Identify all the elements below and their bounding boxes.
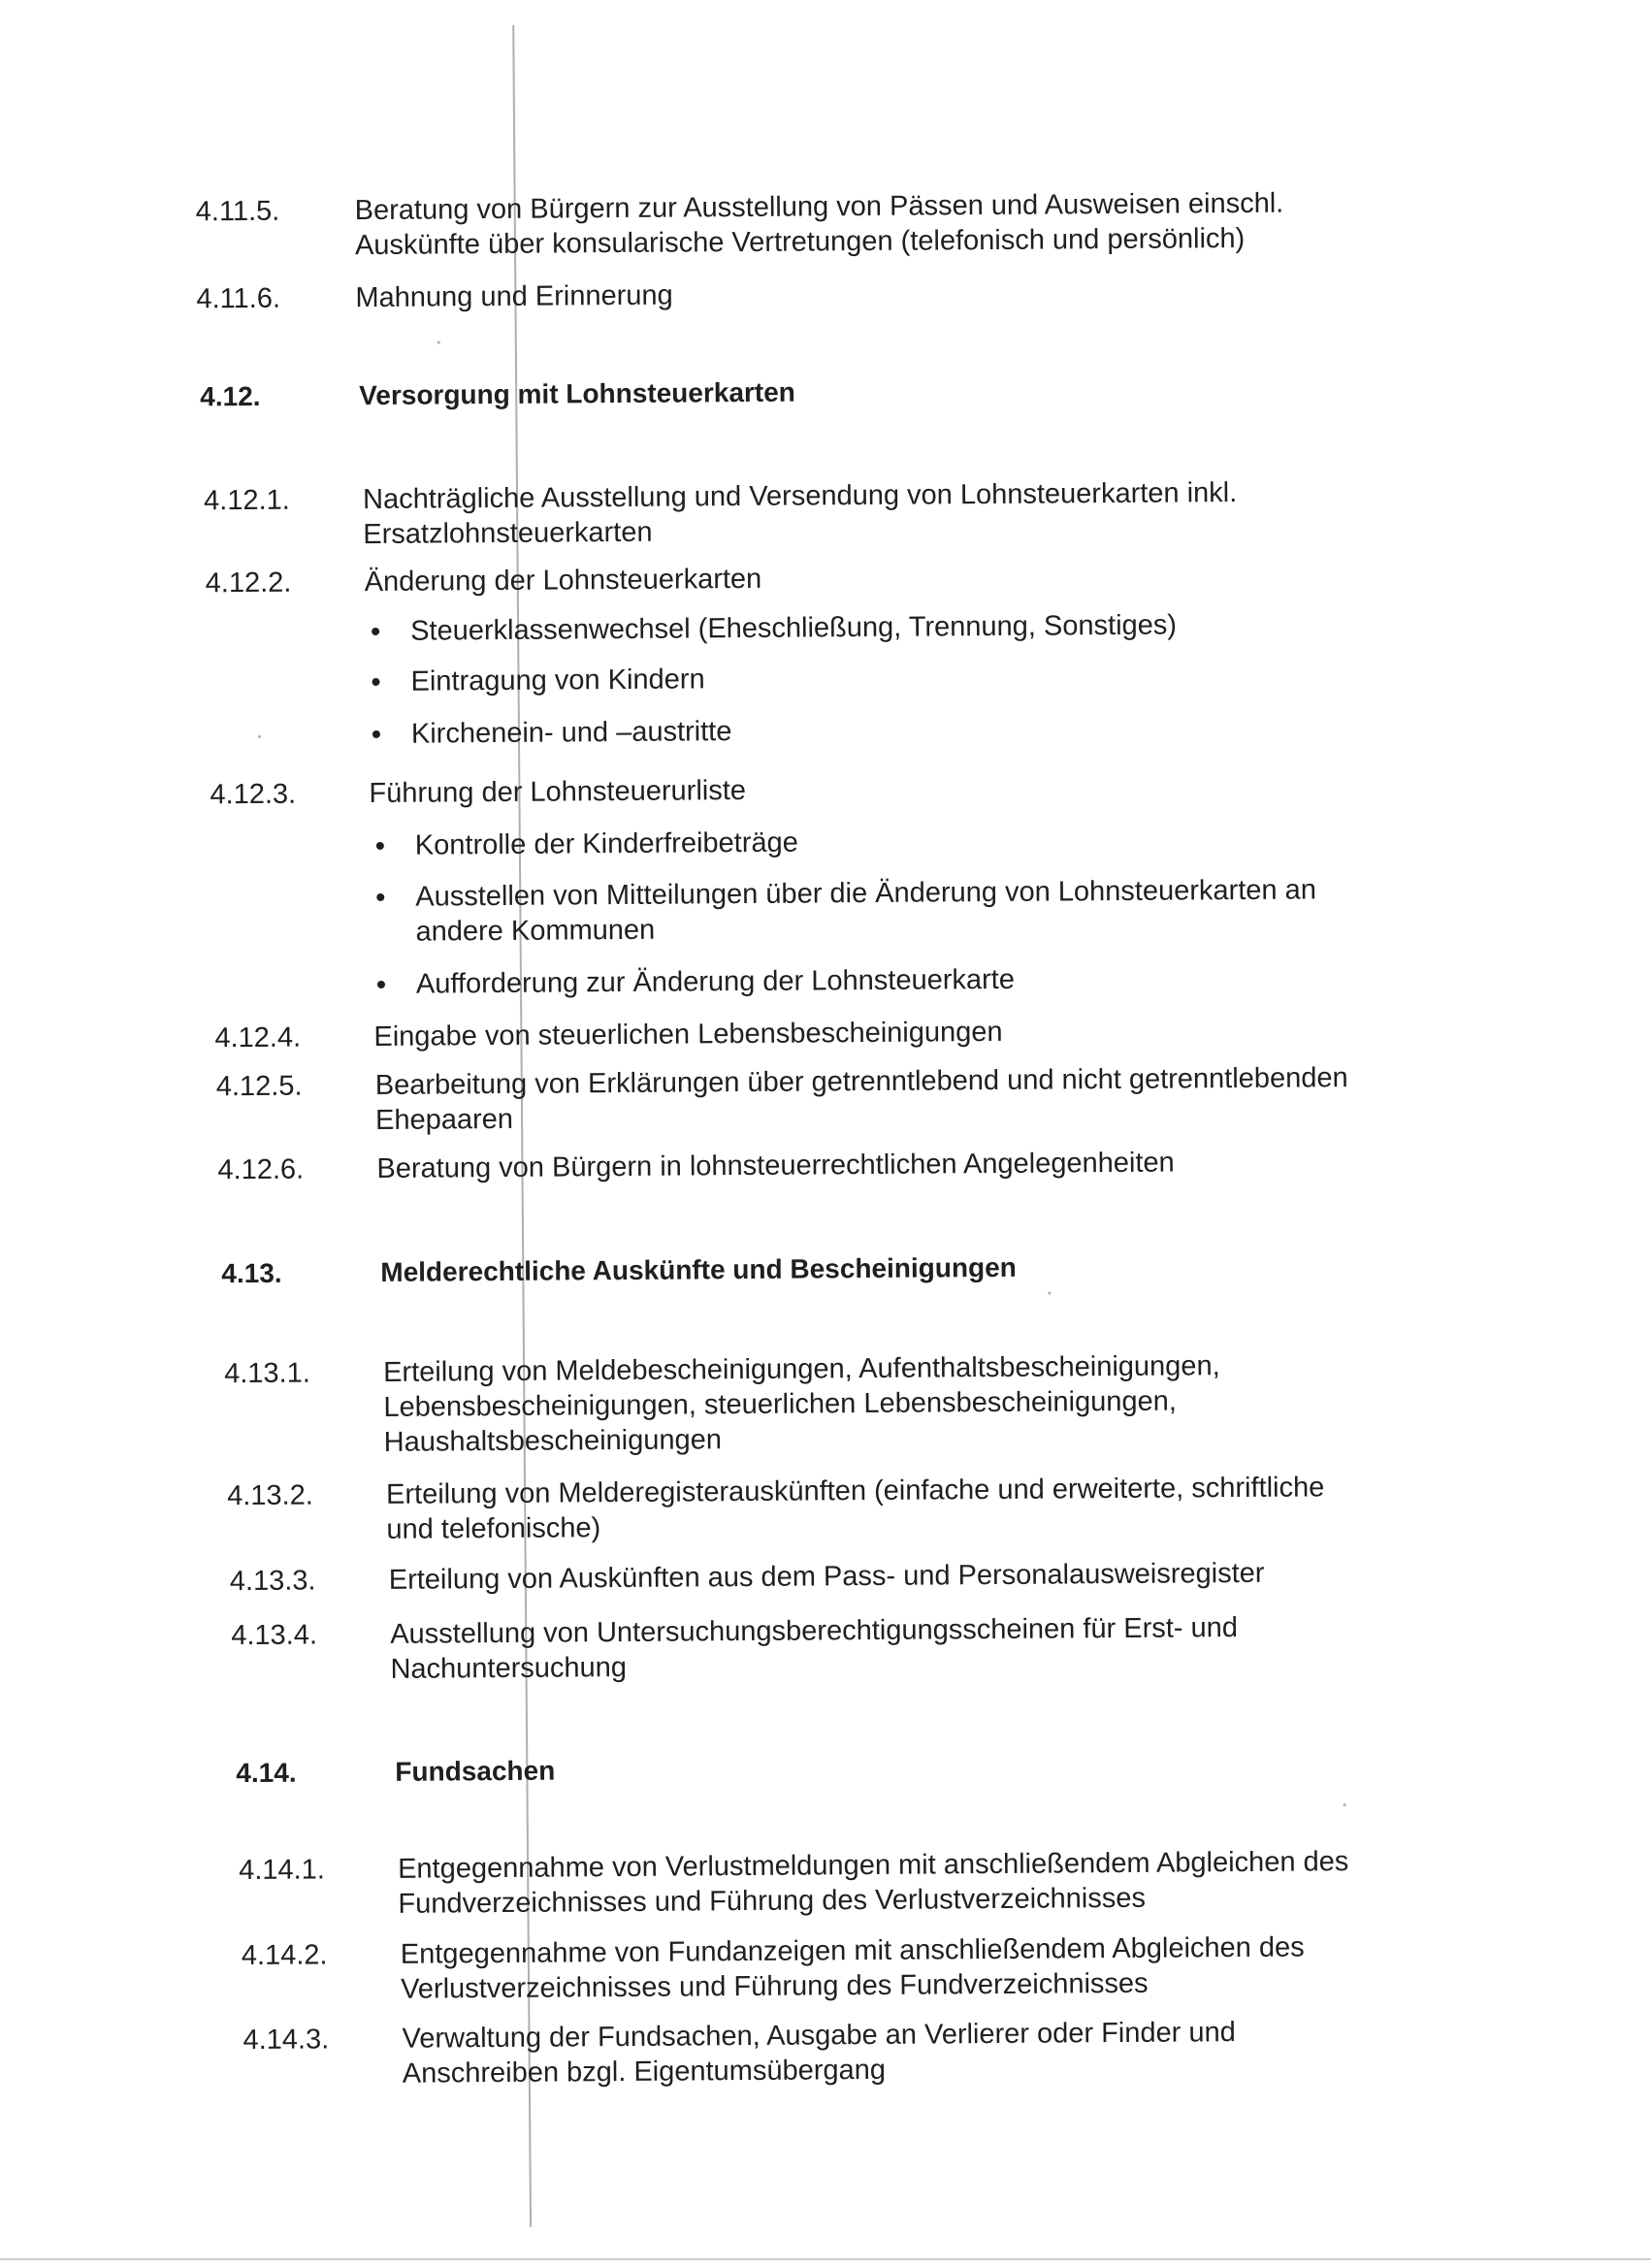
- scan-speck: [1048, 1292, 1051, 1295]
- bullet-dot: [372, 678, 380, 686]
- item-line: Entgegennahme von Verlustmeldungen mit anschließendem Abgleichen des: [398, 1846, 1349, 1885]
- item-line: Bearbeitung von Erklärungen über getrenntlebend und nicht getrenntlebenden: [374, 1062, 1348, 1101]
- item-text: [402, 2015, 1236, 2091]
- bullet-dot: [372, 730, 380, 738]
- item-line: Verlustverzeichnisses und Führung des Fundverzeichnisses: [400, 1967, 1149, 2005]
- item-text: [365, 562, 762, 599]
- item-number: 4.12.6.: [217, 1153, 305, 1186]
- item-line: Haushaltsbescheinigungen: [383, 1424, 723, 1458]
- item-line: Ehepaaren: [374, 1103, 514, 1136]
- item-text: [376, 1146, 1175, 1186]
- item-number: 4.12.2.: [205, 567, 292, 599]
- section-title: [359, 375, 795, 414]
- item-text: [386, 1470, 1325, 1547]
- bullet-text: [415, 826, 798, 863]
- item-text: [398, 1844, 1349, 1922]
- item-line: Erteilung von Melderegisterauskünften (einfache und erweiterte, schriftliche: [385, 1472, 1325, 1510]
- item-number: 4.14.1.: [239, 1854, 325, 1887]
- item-line: Nachträgliche Ausstellung und Versendung von Lohnsteuerkarten inkl.: [362, 477, 1238, 516]
- item-line: Mahnung und Erinnerung: [355, 279, 673, 314]
- bullet-dot: [372, 628, 379, 635]
- bullet-dot: [377, 981, 385, 988]
- section-number: 4.12.: [200, 380, 261, 412]
- item-text: [390, 1610, 1238, 1687]
- item-line: und telefonische): [386, 1512, 601, 1545]
- item-line: Beratung von Bürgern zur Ausstellung von Pässen und Ausweisen einschl.: [354, 187, 1284, 227]
- section-title: [380, 1250, 1017, 1290]
- item-line: Erteilung von Meldebescheinigungen, Aufenthaltsbescheinigungen,: [382, 1350, 1220, 1388]
- item-number: 4.13.2.: [226, 1479, 313, 1512]
- scan-speck: [437, 340, 440, 343]
- item-text: [369, 773, 746, 811]
- section-title: [395, 1754, 555, 1790]
- bullet-line: Aufforderung zur Änderung der Lohnsteuerkarte: [415, 963, 1016, 1000]
- item-line: Versorgung mit Lohnsteuerkarten: [359, 376, 795, 411]
- item-text: [355, 278, 673, 316]
- item-line: Ersatzlohnsteuerkarten: [363, 516, 653, 551]
- item-text: [389, 1556, 1265, 1598]
- item-number: 4.13.3.: [229, 1565, 316, 1598]
- item-number: 4.12.5.: [215, 1070, 303, 1103]
- item-line: Eingabe von steuerlichen Lebensbescheinigungen: [373, 1016, 1003, 1053]
- item-line: Auskünfte über konsularische Vertretungen (telefonisch und persönlich): [354, 222, 1246, 262]
- scan-speck: [258, 735, 261, 738]
- item-line: Beratung von Bürgern in lohnsteuerrechtlichen Angelegenheiten: [376, 1147, 1175, 1184]
- item-number: 4.12.1.: [203, 484, 290, 517]
- item-line: Melderechtliche Auskünfte und Bescheinigungen: [380, 1251, 1017, 1287]
- item-line: Entgegennahme von Fundanzeigen mit anschließendem Abgleichen des: [400, 1931, 1305, 1970]
- bullet-line: andere Kommunen: [415, 914, 656, 948]
- bullet-text: [410, 662, 704, 698]
- section-number: 4.14.: [236, 1757, 297, 1789]
- bullet-text: [410, 607, 1177, 648]
- item-number: 4.14.3.: [243, 2024, 330, 2057]
- bullet-line: Eintragung von Kindern: [410, 664, 705, 697]
- item-text: [373, 1015, 1002, 1054]
- item-line: Fundverzeichnisses und Führung des Verlustverzeichnisses: [398, 1882, 1147, 1920]
- item-line: Nachuntersuchung: [390, 1651, 628, 1685]
- item-number: 4.11.5.: [195, 195, 280, 228]
- section-number: 4.13.: [221, 1257, 282, 1289]
- bullet-text: [415, 872, 1316, 949]
- bullet-dot: [376, 842, 384, 850]
- bullet-line: Kirchenein- und –austritte: [410, 716, 732, 750]
- bullet-text: [416, 962, 1015, 1002]
- bullet-dot: [376, 893, 384, 901]
- item-text: [363, 475, 1238, 552]
- item-line: Ausstellung von Untersuchungsberechtigungsscheinen für Erst- und: [390, 1612, 1239, 1650]
- item-line: Erteilung von Auskünften aus dem Pass- und Personalausweisregister: [388, 1557, 1265, 1596]
- item-text: [375, 1060, 1348, 1138]
- item-line: Änderung der Lohnsteuerkarten: [364, 563, 762, 599]
- item-number: 4.12.4.: [214, 1021, 302, 1054]
- page-bottom-edge: [0, 2258, 1651, 2260]
- scan-speck: [1343, 1803, 1346, 1806]
- item-line: Verwaltung der Fundsachen, Ausgabe an Verlierer oder Finder und: [402, 2017, 1236, 2055]
- bullet-line: Steuerklassenwechsel (Eheschließung, Trennung, Sonstiges): [409, 609, 1178, 647]
- item-number: 4.14.2.: [241, 1939, 328, 1972]
- item-line: Anschreiben bzgl. Eigentumsübergang: [402, 2054, 887, 2090]
- item-line: Führung der Lohnsteuerurliste: [369, 774, 747, 810]
- item-number: 4.12.3.: [210, 778, 297, 811]
- item-line: Fundsachen: [395, 1755, 556, 1787]
- bullet-line: Ausstellen von Mitteilungen über die Änderung von Lohnsteuerkarten an: [415, 874, 1316, 913]
- bullet-line: Kontrolle der Kinderfreibeträge: [414, 826, 798, 861]
- item-line: Lebensbescheinigungen, steuerlichen Lebensbescheinigungen,: [383, 1385, 1177, 1423]
- item-text: [383, 1348, 1220, 1460]
- item-number: 4.11.6.: [196, 282, 281, 315]
- item-text: [355, 186, 1284, 264]
- item-text: [401, 1930, 1305, 2007]
- item-number: 4.13.1.: [224, 1357, 310, 1390]
- item-number: 4.13.4.: [231, 1619, 318, 1652]
- bullet-text: [411, 714, 732, 752]
